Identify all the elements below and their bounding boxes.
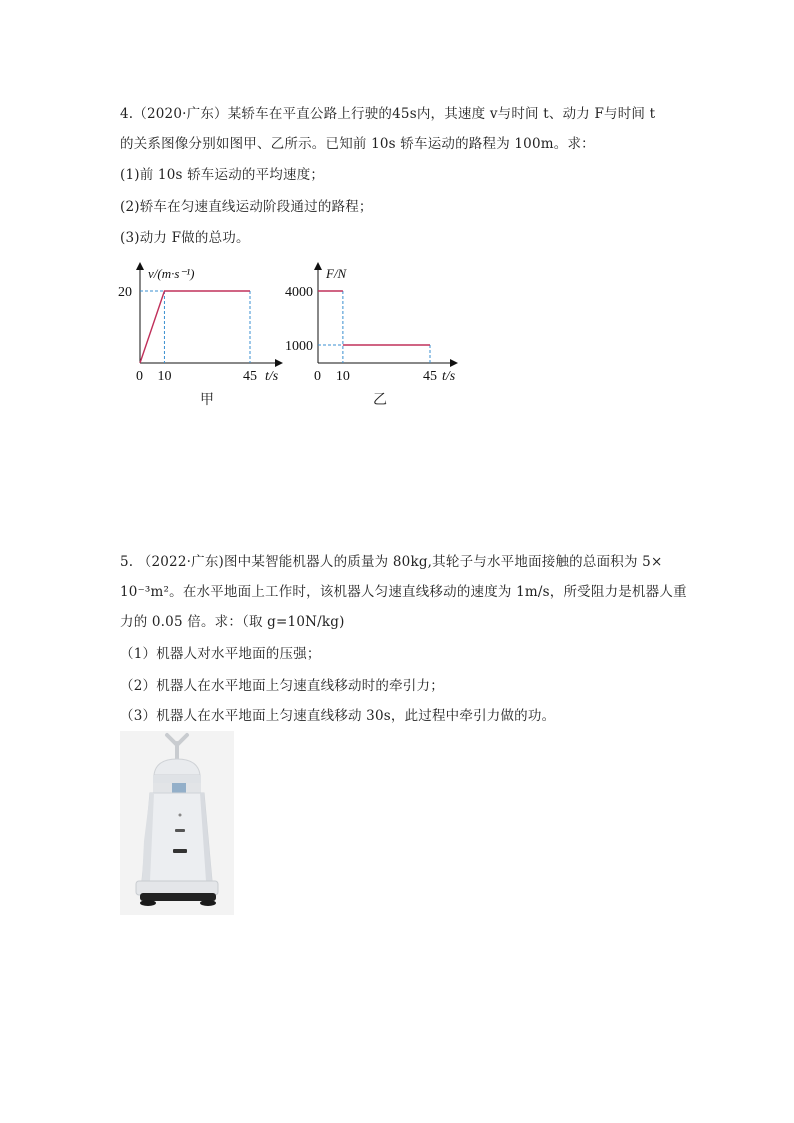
- q4-line-1: 4.（2020·广东）某轿车在平直公路上行驶的45s内，其速度 v与时间 t、动力 F与时间 t: [120, 106, 656, 122]
- graph-b-caption: 乙: [373, 392, 387, 408]
- graph-a-caption: 甲: [200, 392, 214, 408]
- graph-b-x-arrow: [450, 359, 458, 367]
- q5-sub-1: （1）机器人对水平地面的压强；: [120, 646, 321, 662]
- q5-sub-2: （2）机器人在水平地面上匀速直线移动时的牵引力；: [120, 678, 444, 694]
- graph-a-origin: 0: [136, 369, 143, 384]
- graph-a-xtick-10: 10: [157, 369, 172, 384]
- graph-velocity-time: [110, 258, 290, 388]
- graph-b-xtick-45: 45: [423, 369, 437, 384]
- q5-line-3: 力的 0.05 倍。求：（取 g=10N/kg): [120, 614, 345, 630]
- graph-b-xtick-10: 10: [335, 369, 350, 384]
- q5-line-1: 5. （2022·广东)图中某智能机器人的质量为 80kg,其轮子与水平地面接触的总面积为 5×: [120, 554, 663, 570]
- graph-a-ylabel: v/(m·s⁻¹): [148, 266, 195, 281]
- graph-b-ytick-1000: 1000: [285, 339, 313, 354]
- graph-b-ytick-4000: 4000: [285, 285, 313, 300]
- q4-line-2: 的关系图像分别如图甲、乙所示。已知前 10s 轿车运动的路程为 100m。求：: [120, 136, 595, 152]
- graph-a-series-line: [140, 291, 250, 363]
- q4-sub-2: (2)轿车在匀速直线运动阶段通过的路程；: [120, 199, 373, 215]
- robot-photo: [120, 731, 234, 915]
- q5-line-2: 10⁻³m²。在水平地面上工作时，该机器人匀速直线移动的速度为 1m/s，所受阻力是机器人重: [120, 584, 687, 600]
- graph-a-xlabel: t/s: [265, 369, 279, 384]
- graph-b-y-arrow: [314, 262, 322, 270]
- graph-force-time: [285, 258, 470, 388]
- graph-b-ylabel: F/N: [326, 266, 347, 281]
- q4-sub-3: (3)动力 F做的总功。: [120, 230, 250, 246]
- q4-sub-1: (1)前 10s 轿车运动的平均速度；: [120, 167, 325, 183]
- graph-a-x-arrow: [275, 359, 283, 367]
- q5-sub-3: （3）机器人在水平地面上匀速直线移动 30s，此过程中牵引力做的功。: [120, 708, 556, 724]
- graph-a-xtick-45: 45: [243, 369, 257, 384]
- graph-a-y-arrow: [136, 262, 144, 270]
- graph-b-xlabel: t/s: [442, 369, 456, 384]
- graph-a-ytick-20: 20: [118, 285, 132, 300]
- graph-b-origin: 0: [314, 369, 321, 384]
